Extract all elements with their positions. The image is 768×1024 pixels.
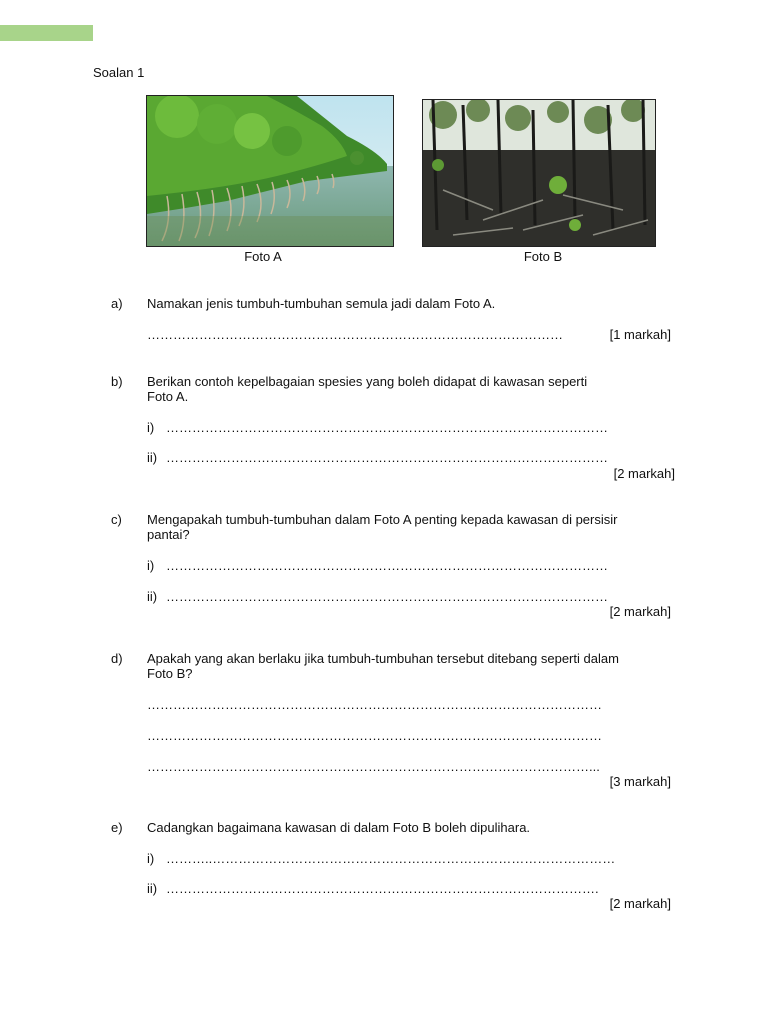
marks-c: [2 markah] (609, 604, 671, 619)
answer-line-e-i[interactable]: ………..………………………………………………………………………………… (166, 851, 616, 866)
question-a-label: a) (111, 296, 123, 311)
answer-line-c-ii[interactable]: ………………………………………………………………………………………… (166, 589, 608, 604)
question-c-text-line1: Mengapakah tumbuh-tumbuhan dalam Foto A penting kepada kawasan di persisir (147, 512, 618, 527)
question-c-text-line2: pantai? (147, 527, 190, 542)
question-e-text: Cadangkan bagaimana kawasan di dalam Foto B boleh dipulihara. (147, 820, 531, 835)
question-b-text-line1: Berikan contoh kepelbagaian spesies yang boleh didapat di kawasan seperti (147, 374, 588, 389)
question-b-text-line2: Foto A. (147, 389, 189, 404)
question-e-label: e) (111, 820, 123, 835)
photo-b-cleared-area (422, 99, 656, 247)
answer-line-e-ii[interactable]: ………………………………………………………………………………………. (166, 881, 599, 896)
question-d-text-line1: Apakah yang akan berlaku jika tumbuh-tumbuhan tersebut ditebang seperti dalam (147, 651, 619, 666)
answer-line-b-ii[interactable]: ………………………………………………………………………………………… (166, 450, 608, 465)
header-accent-bar (0, 25, 93, 41)
question-e-sub-i: i) (147, 851, 155, 866)
answer-line-b-i[interactable]: ………………………………………………………………………………………… (166, 420, 608, 435)
marks-b: [2 markah] (613, 466, 675, 481)
answer-line-d-3[interactable]: …………………………………………………………………………………………... (147, 759, 600, 774)
photo-a-mangrove (146, 95, 394, 247)
question-b-sub-i: i) (147, 420, 155, 435)
photo-b-caption: Foto B (523, 249, 563, 264)
marks-d: [3 markah] (609, 774, 671, 789)
question-d-text-line2: Foto B? (147, 666, 193, 681)
question-b-label: b) (111, 374, 123, 389)
question-c-sub-ii: ii) (147, 589, 158, 604)
question-b-sub-ii: ii) (147, 450, 158, 465)
question-heading: Soalan 1 (93, 65, 145, 80)
answer-line-d-1[interactable]: …………………………………………………………………………………………… (147, 697, 602, 712)
photo-a-caption: Foto A (244, 249, 282, 264)
question-e-sub-ii: ii) (147, 881, 158, 896)
question-d-label: d) (111, 651, 123, 666)
question-a-text: Namakan jenis tumbuh-tumbuhan semula jadi dalam Foto A. (147, 296, 496, 311)
question-c-sub-i: i) (147, 558, 155, 573)
answer-line-c-i[interactable]: ………………………………………………………………………………………… (166, 558, 608, 573)
question-c-label: c) (111, 512, 122, 527)
marks-a: [1 markah] (609, 327, 671, 342)
answer-line-a[interactable]: …………………………………………………………………………………… (147, 327, 563, 342)
marks-e: [2 markah] (609, 896, 671, 911)
answer-line-d-2[interactable]: …………………………………………………………………………………………… (147, 728, 602, 743)
